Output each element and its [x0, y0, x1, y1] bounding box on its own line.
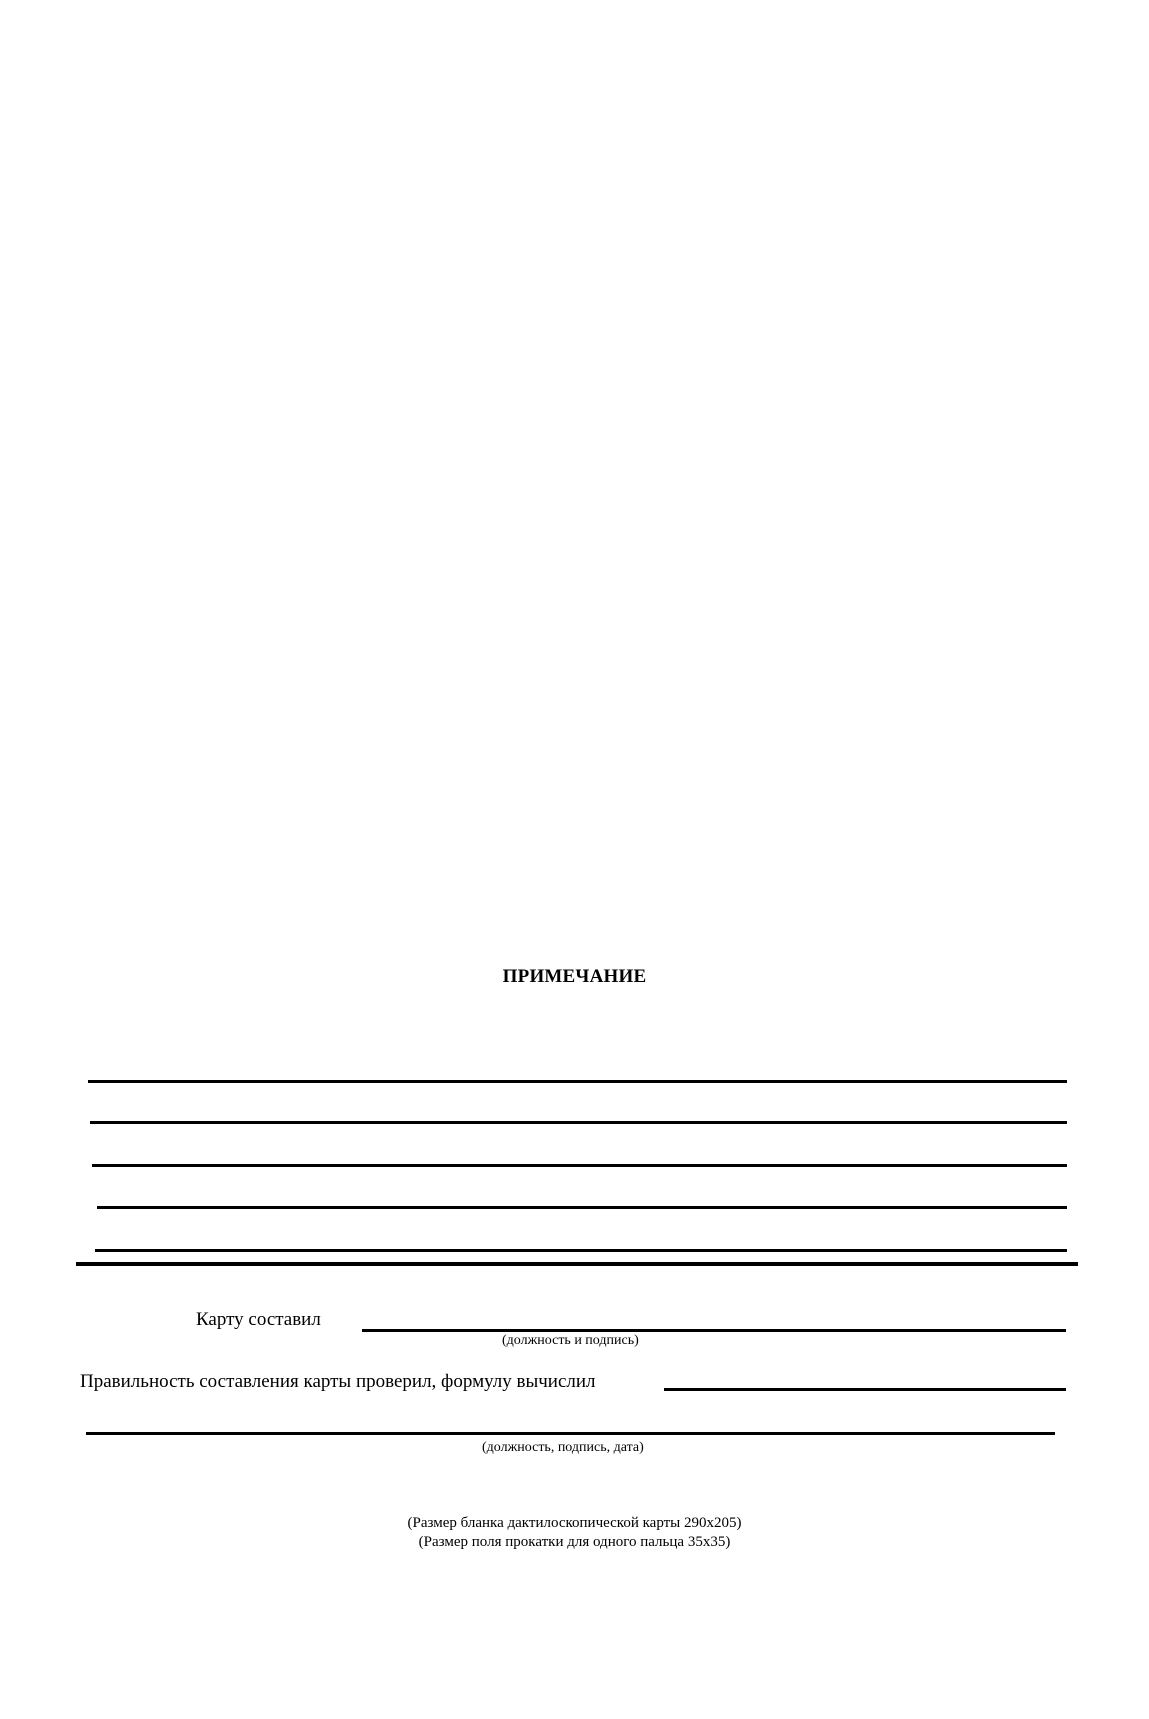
- note-line[interactable]: [92, 1164, 1067, 1167]
- compiled-by-signature-line[interactable]: [362, 1329, 1066, 1332]
- checked-by-signature-line[interactable]: [664, 1388, 1066, 1391]
- note-line[interactable]: [88, 1080, 1067, 1083]
- note-heading: ПРИМЕЧАНИЕ: [502, 966, 647, 987]
- note-line[interactable]: [97, 1206, 1067, 1209]
- card-size-note: (Размер бланка дактилоскопической карты 290х205): [407, 1515, 742, 1531]
- compiled-by-label: Карту составил: [196, 1309, 321, 1330]
- compiled-by-caption: (должность и подпись): [502, 1333, 639, 1348]
- checked-by-second-line[interactable]: [86, 1432, 1055, 1435]
- note-line[interactable]: [90, 1121, 1067, 1124]
- checked-by-caption: (должность, подпись, дата): [482, 1440, 644, 1455]
- checked-by-label: Правильность составления карты проверил, формулу вычислил: [80, 1371, 596, 1392]
- note-line[interactable]: [95, 1249, 1067, 1252]
- roll-field-size-note: (Размер поля прокатки для одного пальца 35х35): [418, 1534, 731, 1550]
- section-divider: [76, 1262, 1078, 1266]
